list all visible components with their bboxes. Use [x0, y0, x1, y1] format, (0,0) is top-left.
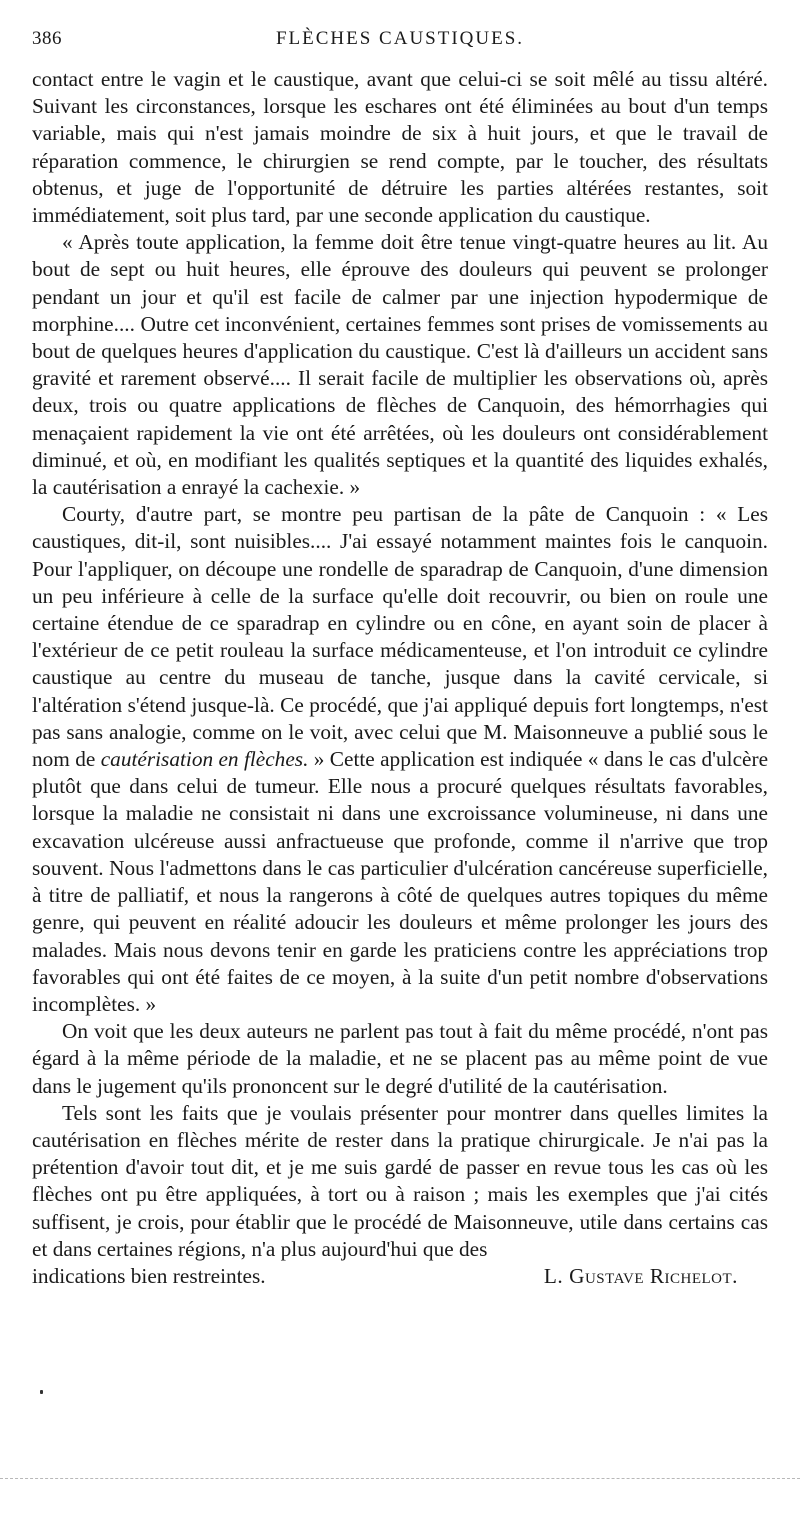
body-text: [32, 66, 768, 1290]
page-number: 386: [32, 28, 62, 49]
paragraph-comparison: On voit que les deux auteurs ne parlent pas tout à fait du même procédé, n'ont pas égard à la même période de la maladie, et ne se placent pas au même point de vue dans le jugement qu'ils prononcent sur le degré d'utilité de la cautérisation.: [32, 1019, 768, 1098]
closing-line: [32, 1263, 768, 1290]
paragraph-continuation: contact entre le vagin et le caustique, avant que celui-ci se soit mêlé au tissu altéré. Suivant les circonstances, lorsque les eschares ont été éliminées au bout d'un temps variable, mais qui n'est jamais moindre de six à huit jours, et que le travail de réparation commence, le chirurgien se rend compte, par le toucher, des résultats obtenus, et juge de l'opportunité de détruire les parties altérées restantes, soit immédiatement, soit plus tard, par une seconde application du caustique.: [32, 67, 768, 228]
bottom-rule: [0, 1478, 800, 1479]
courty-text-cont: » Cette application est indiquée « dans le cas d'ulcère plutôt que dans celui de tumeur. Elle nous a procuré quelques résultats favorables, lorsque la maladie ne consistait ni dans une excroissance volumineuse, ni dans une excavation ulcéreuse aussi anfractueuse que profonde, comme il n'arrive que trop souvent. Nous l'admettons dans le cas particulier d'ulcération cancéreuse superficielle, à titre de palliatif, et nous la rangerons à côté de quelques autres topiques du même genre, qui peuvent en réalité adoucir les douleurs et même prolonger les jours des malades. Mais nous devons tenir en garde les praticiens contre les appréciations trop favorables qui ont été faites de ce moyen, à la suite d'un petit nombre d'observations incomplètes. »: [32, 747, 769, 1016]
author-signature: L. Gustave Richelot.: [543, 1263, 738, 1288]
italic-term: cautérisation en flèches.: [100, 747, 309, 772]
closing-text: indications bien restreintes.: [32, 1263, 266, 1288]
page-header: [32, 26, 768, 66]
running-title: FLÈCHES CAUSTIQUES.: [275, 28, 525, 49]
paragraph-quote-application: « Après toute application, la femme doit être tenue vingt-quatre heures au lit. Au bout de sept ou huit heures, elle éprouve des douleurs qui peuvent se prolonger pendant un jour et qu'il est facile de calmer par une injection hypodermique de morphine.... Outre cet inconvénient, certaines femmes sont prises de vomissements au bout de quelques heures d'application du caustique. C'est là d'ailleurs un accident sans gravité et rarement observé.... Il serait facile de multiplier les observations où, après deux, trois ou quatre applications de flèches de Canquoin, des hémorrhagies qui menaçaient rapidement la vie ont été arrêtées, où les douleurs ont considérablement diminué, et où, en modifiant les qualités septiques et la quantité des liquides exhalés, la cautérisation a enrayé la cachexie. »: [32, 230, 768, 500]
paragraph-courty: [32, 501, 768, 1018]
document-page: [32, 26, 768, 1290]
ink-speck: [40, 1390, 43, 1394]
courty-text: Courty, d'autre part, se montre peu partisan de la pâte de Canquoin : « Les caustiques, dit-il, sont nuisibles.... J'ai essayé notamment maintes fois le canquoin. Pour l'appliquer, on découpe une rondelle de sparadrap de Canquoin, d'une dimension un peu inférieure à celle de la surface qu'elle doit recouvrir, ou bien on roule une certaine étendue de ce sparadrap en cylindre ou en cône, en ayant soin de placer à l'extérieur de ce petit rouleau la surface médicamenteuse, et l'on introduit ce cylindre caustique au centre du museau de tanche, jusque dans la cavité cervicale, si l'altération s'étend jusque-là. Ce procédé, que j'ai appliqué depuis fort longtemps, n'est pas sans analogie, comme on le voit, avec celui que M. Maisonneuve a publié sous le nom de: [32, 502, 768, 772]
paragraph-conclusion: Tels sont les faits que je voulais présenter pour montrer dans quelles limites la cautérisation en flèches mérite de rester dans la pratique chirurgicale. Je n'ai pas la prétention d'avoir tout dit, et je me suis gardé de passer en revue tous les cas où les flèches ont pu être appliquées, à tort ou à raison ; mais les exemples que j'ai cités suffisent, je crois, pour établir que le procédé de Maisonneuve, utile dans certains cas et dans certaines régions, n'a plus aujourd'hui que des: [32, 1100, 768, 1261]
